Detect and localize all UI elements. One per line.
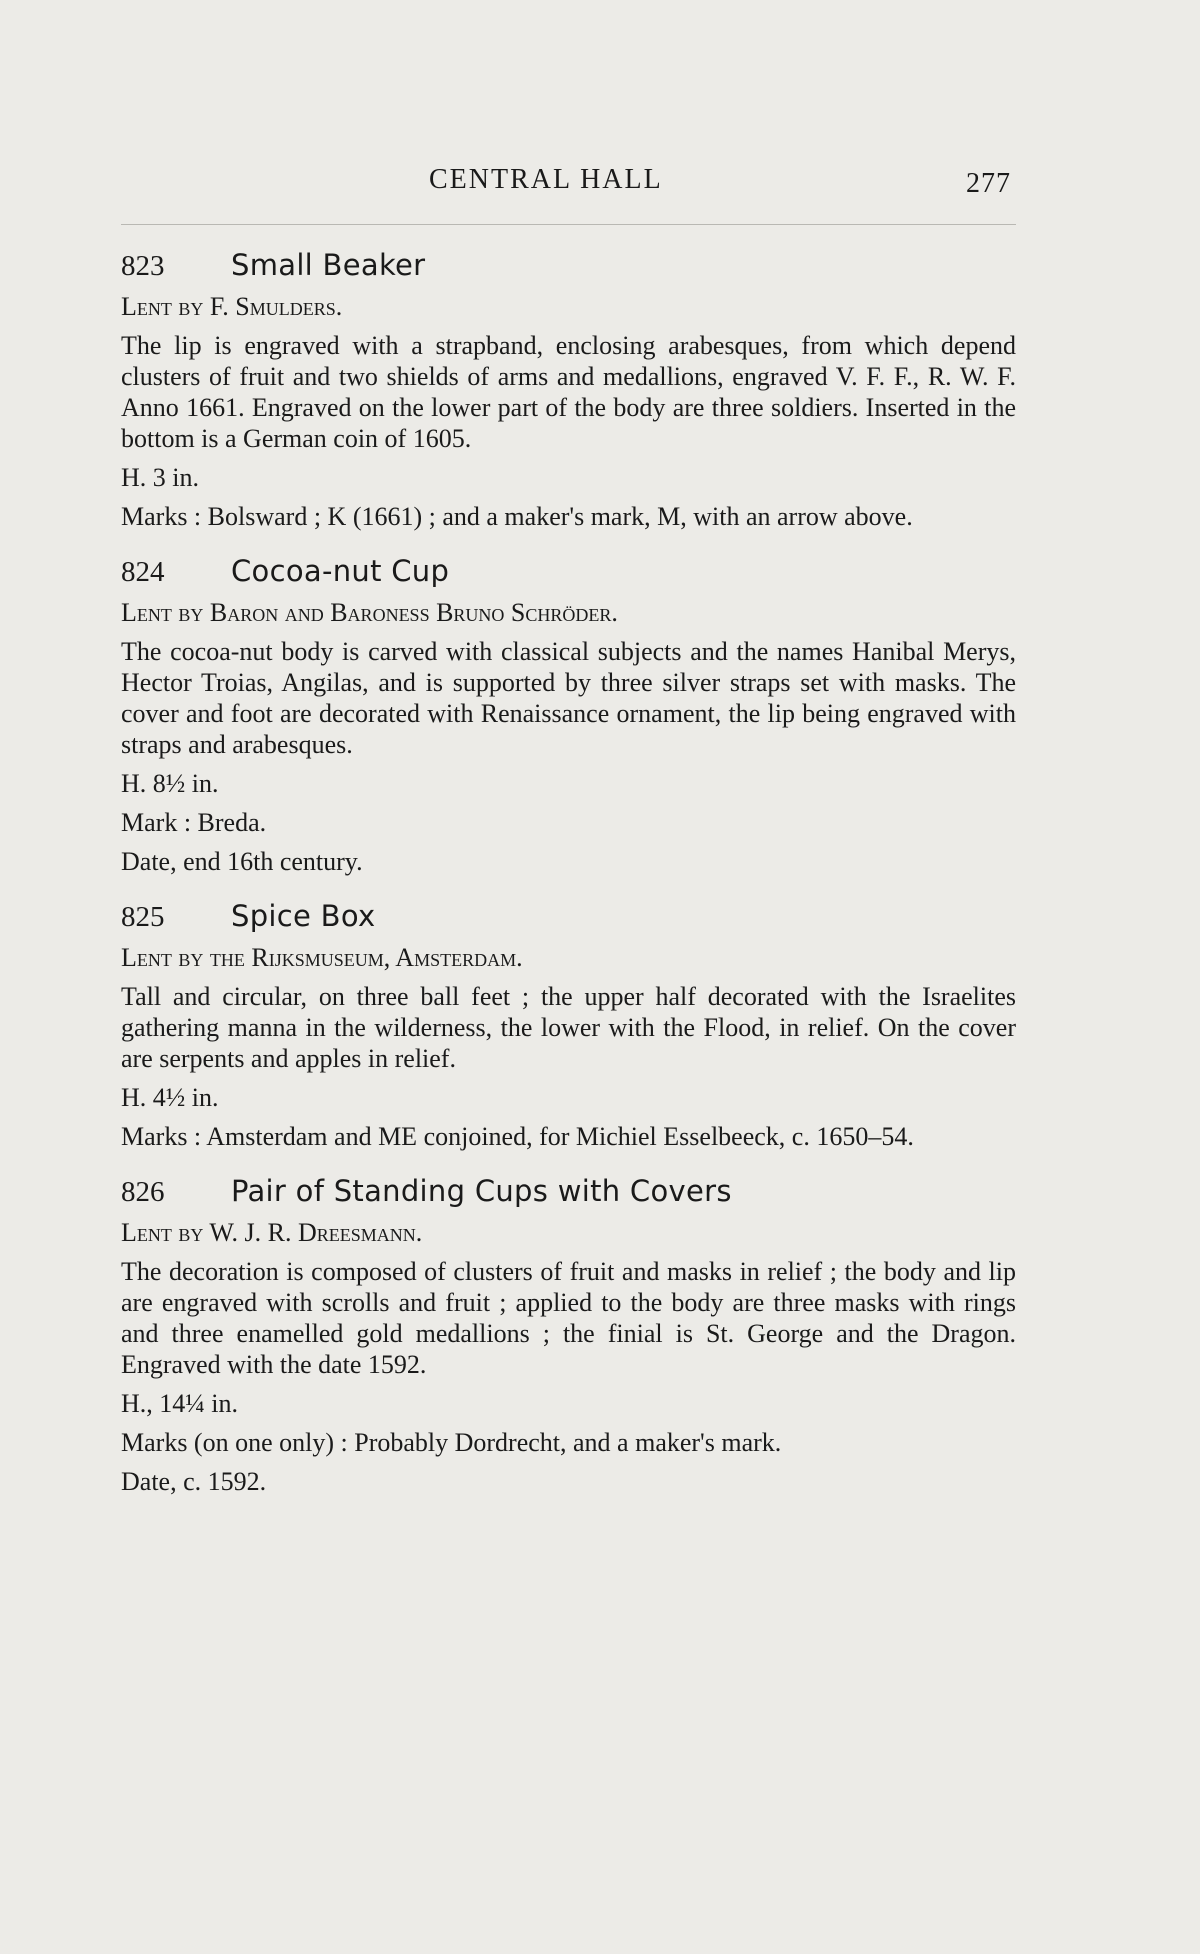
entry-height: H. 3 in.	[121, 463, 199, 492]
running-head	[0, 164, 1200, 204]
entry-marks: Mark : Breda.	[121, 808, 267, 837]
entry-marks: Marks : Amsterdam and ME conjoined, for Michiel Esselbeeck, c. 1650–54.	[121, 1122, 914, 1151]
entry-number: 825	[121, 901, 165, 933]
catalogue-entry	[121, 248, 1016, 532]
entry-description: Tall and circular, on three ball feet ; the upper half decorated with the Israelites gathering manna in the wilderness, the lower with the Flood, in relief. On the cover are serpents and apples in relief.	[121, 982, 1016, 1073]
entry-lender: Lent by F. Smulders.	[121, 292, 343, 321]
entry-marks: Marks (on one only) : Probably Dordrecht, and a maker's mark.	[121, 1428, 782, 1457]
entry-height: H. 8½ in.	[121, 769, 219, 798]
entry-heading	[121, 248, 1016, 283]
entry-heading	[121, 899, 1016, 934]
entry-title: Small Beaker	[231, 248, 426, 282]
entry-description: The cocoa-nut body is carved with classical subjects and the names Hanibal Merys, Hector Troias, Angilas, and is supported by three silver straps set with masks. The cover and foot are decorated with Renaissance ornament, the lip being engraved with straps and arabesques.	[121, 637, 1016, 759]
entry-description: The decoration is composed of clusters of fruit and masks in relief ; the body and lip are engraved with scrolls and fruit ; applied to the body are three masks with rings and three enamelled gold medallions ; the finial is St. George and the Dragon. Engraved with the date 1592.	[121, 1257, 1016, 1379]
entry-height: H. 4½ in.	[121, 1083, 219, 1112]
entry-number: 824	[121, 556, 165, 588]
entry-number: 823	[121, 250, 165, 282]
entry-title: Cocoa-nut Cup	[231, 554, 450, 588]
entry-date: Date, c. 1592.	[121, 1467, 267, 1496]
header-rule	[121, 224, 1016, 225]
catalogue-entry	[121, 554, 1016, 877]
entry-marks: Marks : Bolsward ; K (1661) ; and a maker's mark, M, with an arrow above.	[121, 502, 913, 531]
entry-number: 826	[121, 1176, 165, 1208]
running-title: CENTRAL HALL	[429, 164, 663, 195]
entry-lender: Lent by Baron and Baroness Bruno Schröder.	[121, 598, 618, 627]
entry-heading	[121, 1174, 1016, 1209]
page-number: 277	[966, 168, 1011, 199]
entry-date: Date, end 16th century.	[121, 847, 363, 876]
entry-title: Spice Box	[231, 899, 376, 933]
catalogue-entries	[121, 248, 1016, 1519]
entry-lender: Lent by W. J. R. Dreesmann.	[121, 1218, 423, 1247]
entry-heading	[121, 554, 1016, 589]
entry-lender: Lent by the Rijksmuseum, Amsterdam.	[121, 943, 523, 972]
entry-description: The lip is engraved with a strapband, enclosing arabesques, from which depend clusters of fruit and two shields of arms and medallions, engraved V. F. F., R. W. F. Anno 1661. Engraved on the lower part of the body are three soldiers. Inserted in the bottom is a German coin of 1605.	[121, 331, 1016, 453]
catalogue-entry	[121, 899, 1016, 1152]
entry-height: H., 14¼ in.	[121, 1389, 238, 1418]
entry-title: Pair of Standing Cups with Covers	[231, 1174, 732, 1208]
catalogue-entry	[121, 1174, 1016, 1497]
